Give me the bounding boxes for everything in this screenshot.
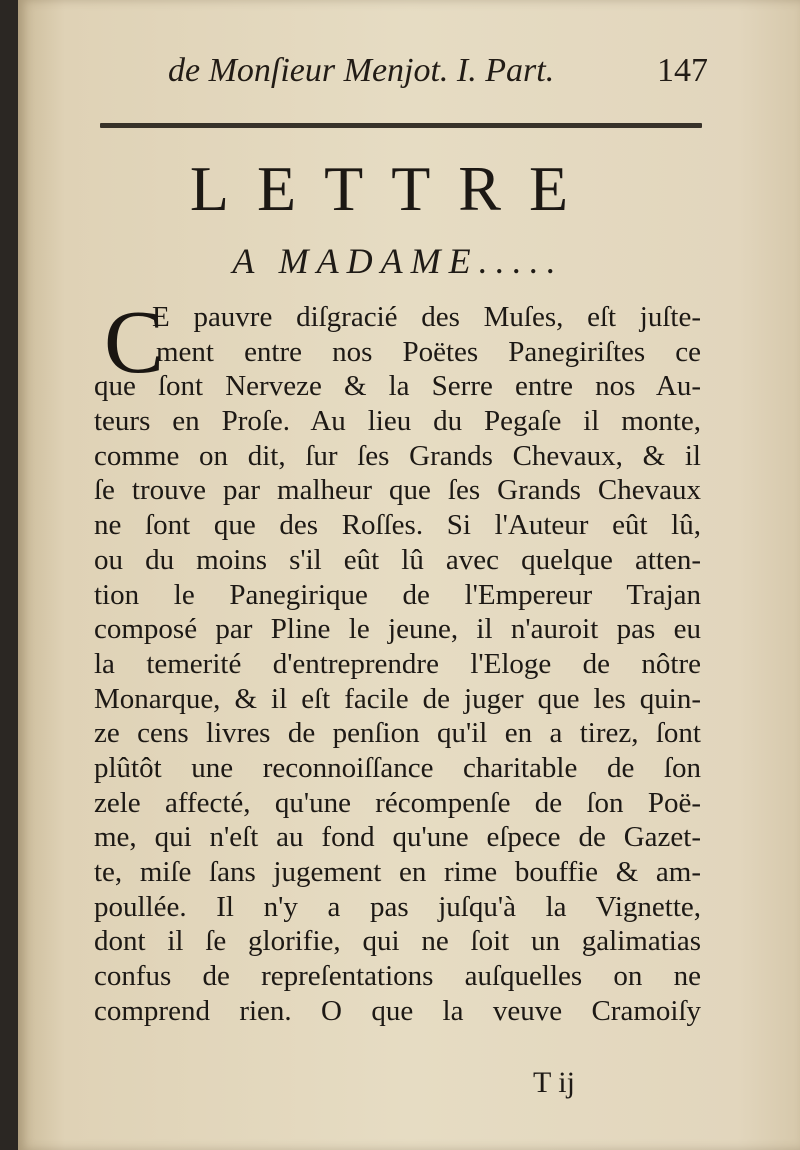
text-line: ze cens livres de penſion qu'il en a tirez, ſont xyxy=(94,717,701,750)
running-head-title: de Monſieur Menjot. I. Part. xyxy=(168,52,555,89)
page-number: 147 xyxy=(657,52,708,89)
text-line: ne ſont que des Roſſes. Si l'Auteur eût lû, xyxy=(94,509,701,542)
text-line: ſe trouve par malheur que ſes Grands Chevaux xyxy=(94,474,701,507)
text-line: Monarque, & il eſt facile de juger que les quin- xyxy=(94,682,701,715)
running-head xyxy=(168,46,708,96)
text-line: comme on dit, ſur ſes Grands Chevaux, & il xyxy=(94,439,701,472)
text-line: ou du moins s'il eût lû avec quelque atten- xyxy=(94,543,701,576)
header-rule xyxy=(100,123,702,128)
letter-title: LETTRE xyxy=(189,153,597,224)
text-line: que ſont Nerveze & la Serre entre nos Au- xyxy=(94,370,701,403)
text-line: te, miſe ſans jugement en rime bouffie & am- xyxy=(94,856,701,888)
text-line: composé par Pline le jeune, il n'auroit pas eu xyxy=(94,613,701,646)
text-line: la temerité d'entreprendre l'Eloge de nôtre xyxy=(94,647,701,680)
text-line: dont il ſe glorifie, qui ne ſoit un galimatias xyxy=(94,925,701,958)
text-line: zele affecté, qu'une récompenſe de ſon Poë- xyxy=(94,786,701,819)
text-line: confus de repreſentations auſquelles on ne xyxy=(94,960,701,993)
text-line: teurs en Proſe. Au lieu du Pegaſe il monte, xyxy=(94,405,701,438)
text-line: tion le Panegirique de l'Empereur Trajan xyxy=(94,578,701,611)
body-text xyxy=(94,293,701,1070)
signature-mark: T ij xyxy=(533,1066,575,1099)
text-line: E pauvre diſgracié des Muſes, eſt juſte- xyxy=(152,301,701,333)
text-line: comprend rien. O que la veuve Cramoiſy xyxy=(94,994,701,1027)
text-line: ment entre nos Poëtes Panegiriſtes ce xyxy=(156,335,701,368)
letter-addressee: A MADAME..... xyxy=(232,241,564,281)
text-line: me, qui n'eſt au fond qu'une eſpece de Gazet- xyxy=(94,821,701,854)
text-line: poullée. Il n'y a pas juſqu'à la Vignette, xyxy=(94,890,701,923)
text-line: plûtôt une reconnoiſſance charitable de ſon xyxy=(94,751,701,784)
drop-cap: C xyxy=(104,293,165,392)
book-page xyxy=(18,0,800,1150)
